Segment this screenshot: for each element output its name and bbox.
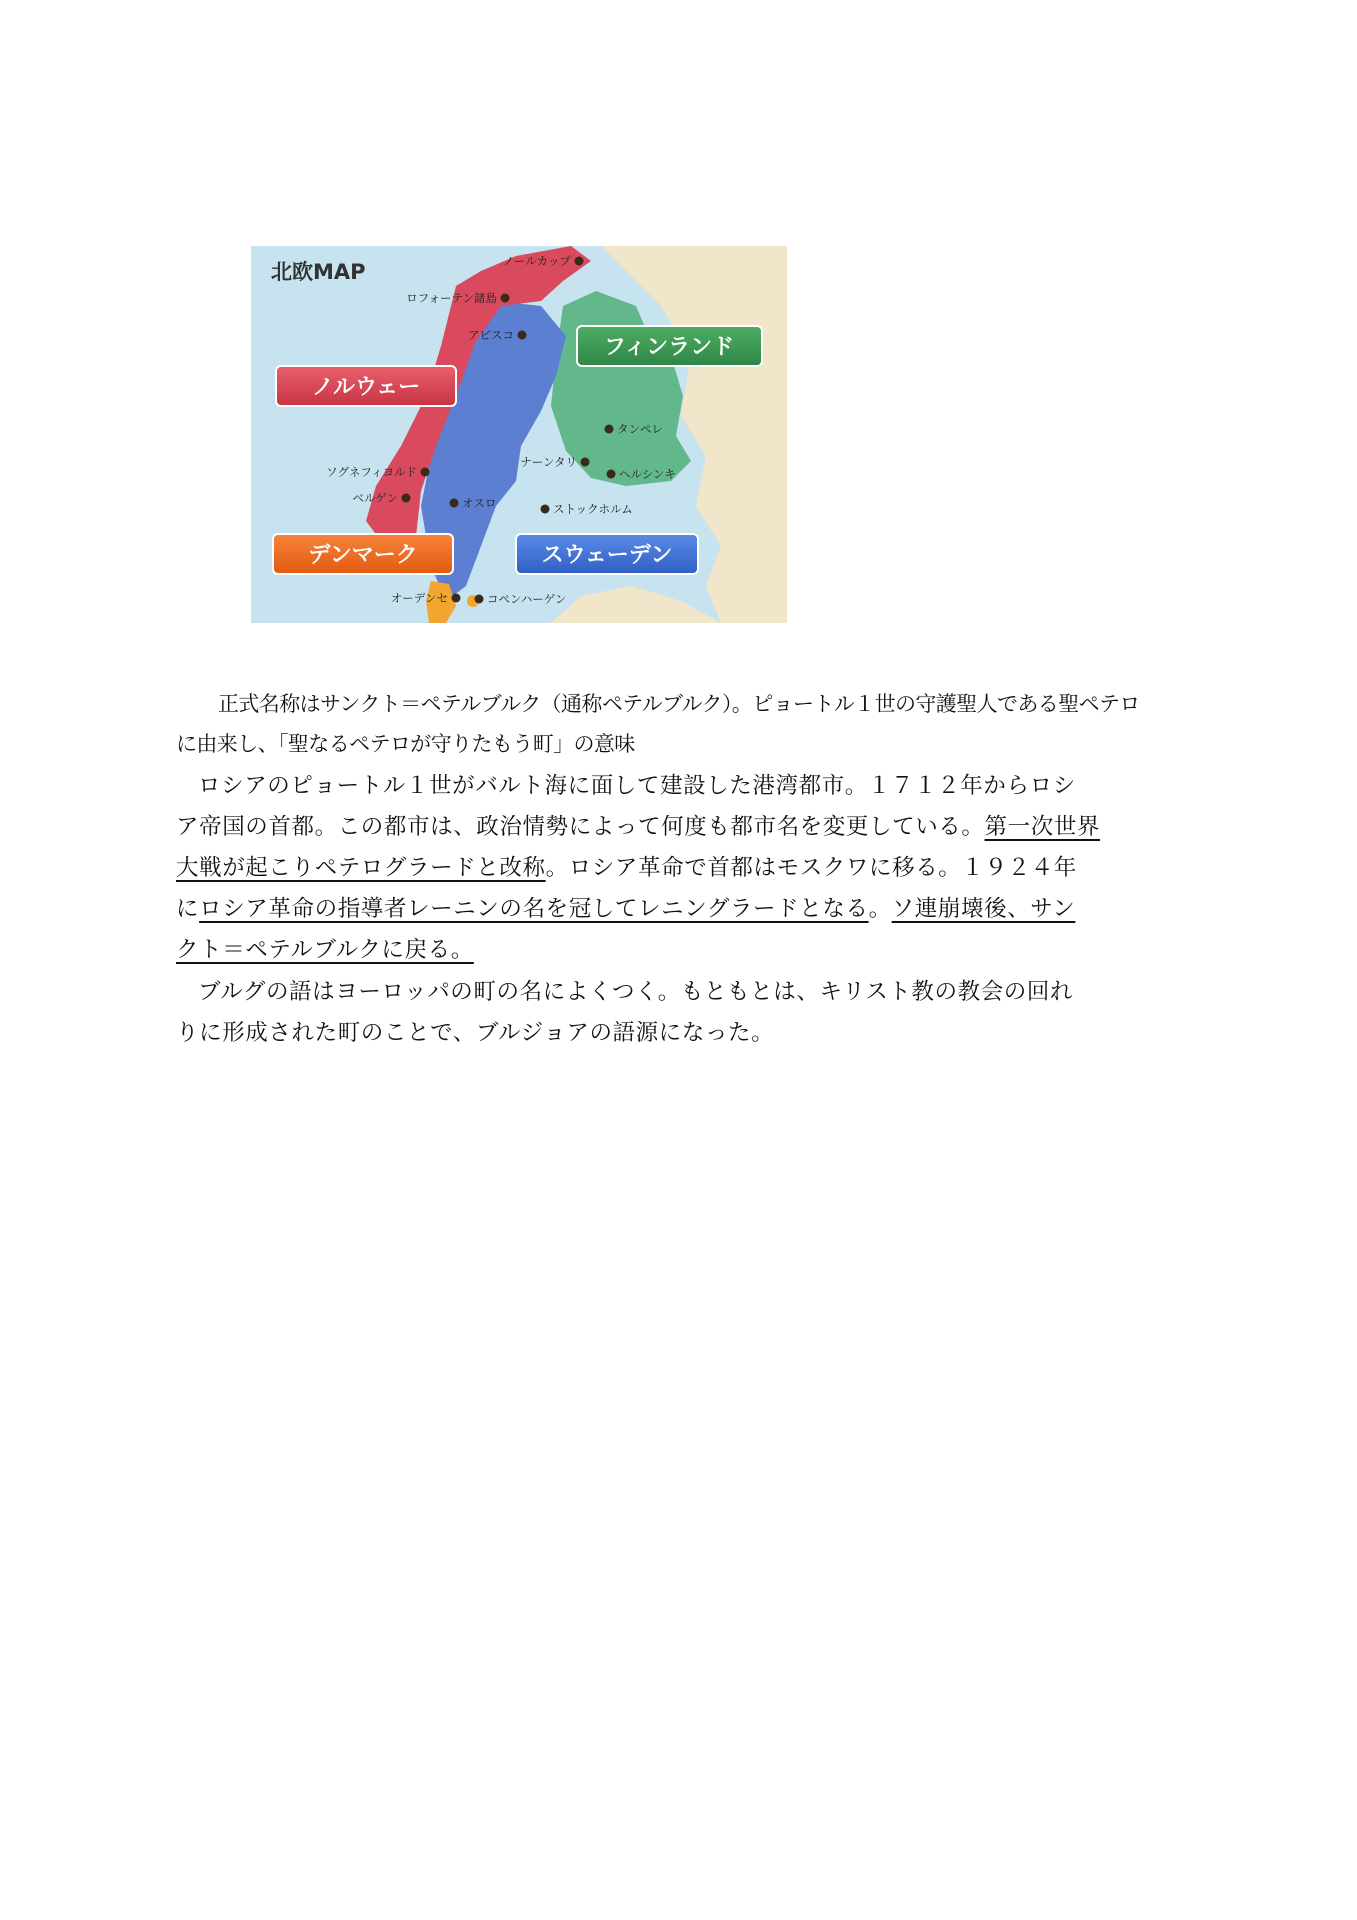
city-lofoten bbox=[406, 291, 509, 305]
svg-text:ストックホルム: ストックホルム bbox=[553, 502, 633, 516]
nordic-map-graphic bbox=[251, 246, 787, 623]
svg-text:デンマーク: デンマーク bbox=[308, 543, 418, 568]
underlined-text: 第一次世界 bbox=[984, 814, 1101, 840]
city-stockholm bbox=[541, 502, 633, 516]
svg-text:ノールカップ: ノールカップ bbox=[502, 254, 571, 268]
paragraph-3-line-2: りに形成された町のことで、ブルジョアの語源になった。 bbox=[176, 1020, 775, 1046]
svg-text:ソグネフィヨルド: ソグネフィヨルド bbox=[326, 465, 417, 479]
paragraph-2-line-1: ロシアのピョートル１世がバルト海に面して建設した港湾都市。１７１２年からロシ bbox=[198, 773, 1076, 799]
underlined-text: 大戦が起こりペテログラードと改称 bbox=[176, 855, 546, 881]
city-sognefjord bbox=[326, 465, 429, 479]
svg-text:タンペレ: タンペレ bbox=[617, 422, 663, 436]
city-copenhagen bbox=[475, 592, 567, 606]
paragraph-1-line-1: 正式名称はサンクト＝ペテルブルク（通称ペテルブルク）。ピョートル１世の守護聖人である聖ペテロ bbox=[218, 692, 1140, 716]
paragraph-2-line-5 bbox=[176, 930, 474, 970]
paragraph-2-line-3: 大戦が起こりペテログラードと改称。ロシア革命で首都はモスクワに移る。１９２４年 bbox=[176, 855, 1077, 881]
svg-text:ロフォーテン諸島: ロフォーテン諸島 bbox=[406, 291, 497, 305]
paragraph-2-line-2: ア帝国の首都。この都市は、政治情勢によって何度も都市名を変更している。第一次世界 bbox=[176, 814, 1101, 840]
underlined-text: ソ連崩壊後、サン bbox=[891, 896, 1076, 922]
sweden-label bbox=[516, 534, 698, 574]
svg-text:スウェーデン: スウェーデン bbox=[541, 543, 673, 568]
svg-text:ヘルシンキ: ヘルシンキ bbox=[619, 467, 676, 481]
svg-text:アビスコ: アビスコ bbox=[468, 328, 514, 342]
svg-text:ノルウェー: ノルウェー bbox=[311, 375, 421, 400]
svg-text:フィンランド: フィンランド bbox=[603, 335, 735, 360]
paragraph-2-line-4: にロシア革命の指導者レーニンの名を冠してレニングラードとなる。ソ連崩壊後、サン bbox=[176, 896, 1076, 922]
svg-text:コペンハーゲン: コペンハーゲン bbox=[487, 592, 567, 606]
svg-text:オーデンセ: オーデンセ bbox=[390, 591, 448, 605]
underlined-text: ロシア革命の指導者レーニンの名を冠してレニングラードとなる bbox=[199, 896, 869, 922]
paragraph-3-line-1: ブルグの語はヨーロッパの町の名によくつく。もともとは、キリスト教の教会の回れ bbox=[198, 979, 1074, 1005]
nordic-map bbox=[251, 246, 787, 623]
norway-label bbox=[276, 366, 456, 406]
denmark-label bbox=[273, 534, 453, 574]
svg-text:ナーンタリ: ナーンタリ bbox=[520, 455, 577, 469]
paragraph-1-line-2: に由来し、「聖なるペテロが守りたもう町」の意味 bbox=[176, 732, 635, 756]
map-title: 北欧MAP bbox=[271, 260, 366, 284]
svg-text:ベルゲン: ベルゲン bbox=[352, 491, 398, 505]
svg-text:オスロ: オスロ bbox=[462, 496, 497, 510]
finland-label bbox=[577, 326, 762, 366]
underlined-text: クト＝ペテルブルクに戻る。 bbox=[176, 937, 474, 963]
